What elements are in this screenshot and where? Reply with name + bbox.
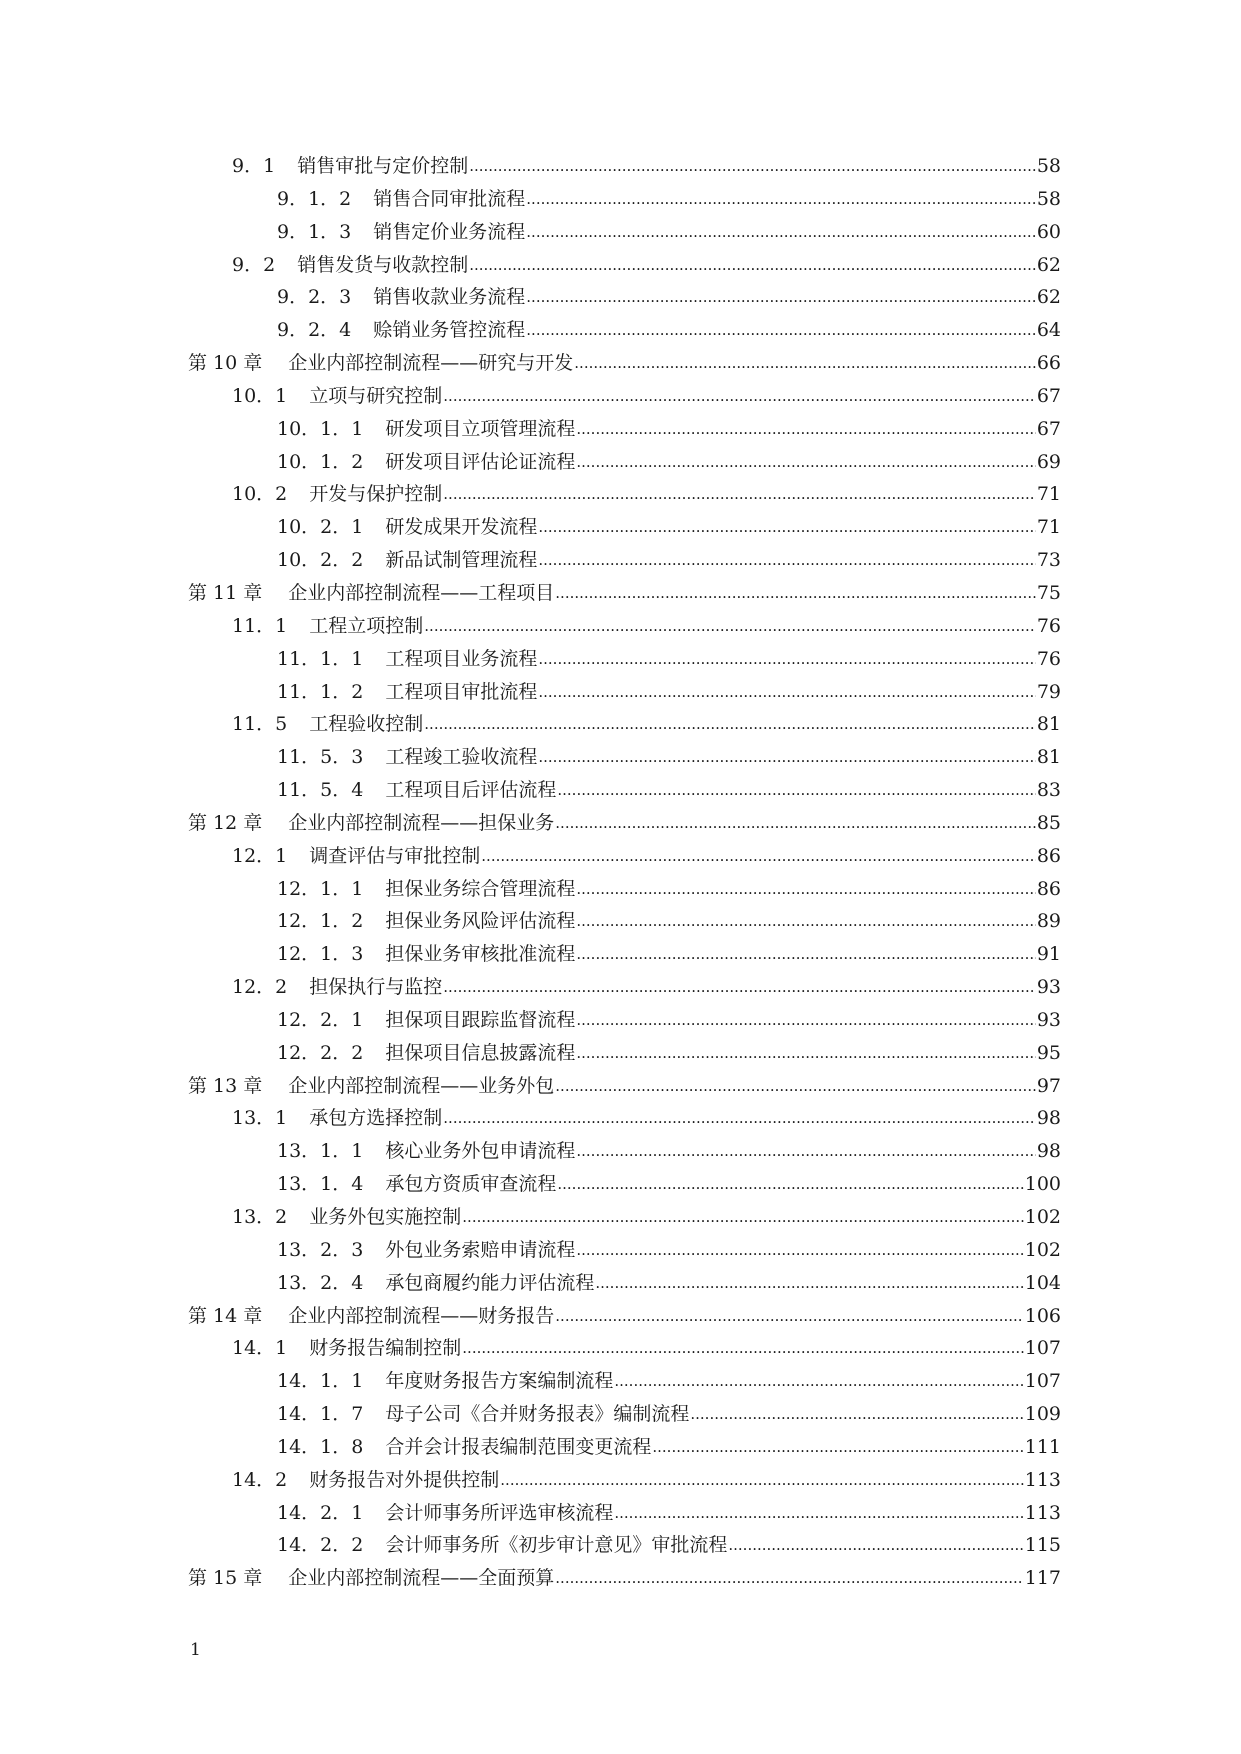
toc-dot-leader (443, 379, 1036, 413)
toc-entry-title: 企业内部控制流程——全面预算 (288, 1567, 555, 1590)
toc-entry-page: 102 (1024, 1238, 1061, 1261)
toc-entry[interactable] (0, 905, 1241, 938)
toc-dot-leader (555, 576, 1036, 610)
toc-entry[interactable] (0, 610, 1241, 643)
toc-entry-page: 73 (1036, 549, 1061, 572)
toc-entry-number: 12．1．3 (277, 943, 364, 966)
toc-entry-title: 担保项目跟踪监督流程 (385, 1008, 576, 1031)
toc-entry-page: 97 (1036, 1074, 1061, 1097)
toc-entry-number: 14．1．8 (277, 1435, 364, 1458)
toc-entry[interactable] (0, 1529, 1241, 1562)
toc-entry-number: 13．1．1 (277, 1140, 364, 1163)
toc-dot-leader (555, 806, 1036, 840)
toc-entry-number: 13．1 (232, 1107, 288, 1130)
toc-entry-title: 承包方选择控制 (309, 1107, 443, 1130)
toc-entry-number: 第 14 章 (188, 1304, 263, 1327)
toc-dot-leader (469, 149, 1036, 183)
toc-dot-leader (526, 313, 1036, 347)
toc-entry-number: 12．1．1 (277, 877, 364, 900)
toc-entry-number: 10．2．1 (277, 516, 364, 539)
toc-entry-page: 102 (1024, 1206, 1061, 1228)
toc-entry-number: 13．1．4 (277, 1173, 364, 1196)
toc-entry[interactable] (0, 873, 1241, 906)
toc-entry-number: 9．1．3 (277, 220, 352, 243)
table-of-contents (0, 150, 1241, 1595)
toc-dot-leader (614, 1496, 1023, 1530)
toc-entry-title: 担保业务审核批准流程 (385, 943, 576, 966)
toc-dot-leader (576, 445, 1035, 479)
toc-entry[interactable] (0, 840, 1241, 873)
toc-dot-leader (576, 1233, 1023, 1267)
toc-entry-title: 工程项目后评估流程 (385, 779, 557, 802)
toc-entry-number: 14．1．7 (277, 1403, 364, 1426)
toc-entry-number: 第 11 章 (188, 581, 263, 604)
toc-chapter-entry[interactable] (0, 1562, 1241, 1595)
toc-entry[interactable] (0, 1398, 1241, 1431)
toc-dot-leader (555, 1299, 1023, 1333)
toc-entry-number: 13．2 (232, 1206, 288, 1228)
toc-entry-number: 12．2．1 (277, 1008, 364, 1031)
toc-entry-title: 开发与保护控制 (309, 483, 443, 506)
toc-entry[interactable] (0, 774, 1241, 807)
toc-entry-title: 合并会计报表编制范围变更流程 (385, 1435, 652, 1458)
toc-entry[interactable] (0, 1464, 1241, 1497)
toc-entry-title: 工程竣工验收流程 (385, 746, 538, 769)
toc-entry[interactable] (0, 1102, 1241, 1135)
toc-entry[interactable] (0, 1365, 1241, 1398)
toc-dot-leader (443, 970, 1036, 1004)
toc-dot-leader (555, 1069, 1036, 1103)
toc-entry-number: 12．1．2 (277, 910, 364, 933)
toc-entry-page: 71 (1036, 516, 1061, 539)
toc-entry-title: 财务报告编制控制 (309, 1337, 462, 1360)
toc-entry[interactable] (0, 1201, 1241, 1234)
toc-entry[interactable] (0, 1234, 1241, 1267)
toc-entry-title: 工程项目业务流程 (385, 647, 538, 670)
toc-dot-leader (595, 1266, 1023, 1300)
toc-entry[interactable] (0, 281, 1241, 314)
toc-entry[interactable] (0, 741, 1241, 774)
toc-entry-page: 67 (1036, 384, 1061, 407)
toc-entry-page: 76 (1036, 647, 1061, 670)
toc-entry-page: 117 (1024, 1567, 1061, 1590)
toc-dot-leader (526, 280, 1036, 314)
toc-entry[interactable] (0, 676, 1241, 709)
toc-entry-page: 98 (1036, 1140, 1061, 1163)
toc-entry-title: 企业内部控制流程——业务外包 (288, 1074, 555, 1097)
toc-entry-page: 89 (1036, 910, 1061, 933)
toc-entry-page: 81 (1036, 746, 1061, 769)
toc-dot-leader (538, 675, 1035, 709)
toc-entry[interactable] (0, 413, 1241, 446)
toc-entry-page: 109 (1024, 1403, 1061, 1426)
toc-dot-leader (557, 1167, 1023, 1201)
toc-entry-number: 14．1 (232, 1337, 288, 1360)
toc-dot-leader (728, 1528, 1023, 1562)
toc-entry[interactable] (0, 150, 1241, 183)
toc-dot-leader (538, 510, 1035, 544)
toc-entry-number: 14．2．2 (277, 1534, 364, 1557)
toc-entry-page: 71 (1036, 483, 1061, 506)
toc-entry[interactable] (0, 1267, 1241, 1300)
toc-dot-leader (538, 642, 1035, 676)
toc-entry-title: 担保业务综合管理流程 (385, 877, 576, 900)
toc-entry-page: 86 (1036, 877, 1061, 900)
toc-entry-page: 104 (1024, 1271, 1061, 1294)
toc-entry-number: 11．5 (232, 713, 288, 736)
toc-entry-title: 年度财务报告方案编制流程 (385, 1370, 614, 1393)
toc-dot-leader (652, 1430, 1023, 1464)
toc-dot-leader (538, 543, 1035, 577)
toc-entry-title: 会计师事务所《初步审计意见》审批流程 (385, 1534, 728, 1557)
toc-entry-title: 工程立项控制 (309, 614, 424, 637)
toc-entry-number: 9．1 (232, 155, 276, 177)
toc-entry-number: 11．5．3 (277, 746, 364, 769)
toc-entry[interactable] (0, 249, 1241, 282)
toc-chapter-entry[interactable] (0, 807, 1241, 840)
toc-entry[interactable] (0, 643, 1241, 676)
toc-dot-leader (443, 1101, 1036, 1135)
toc-entry[interactable] (0, 511, 1241, 544)
toc-entry-title: 企业内部控制流程——研究与开发 (288, 352, 574, 375)
toc-entry-page: 98 (1036, 1107, 1061, 1130)
toc-entry[interactable] (0, 446, 1241, 479)
toc-entry-page: 95 (1036, 1041, 1061, 1064)
toc-dot-leader (690, 1397, 1023, 1431)
toc-entry-title: 新品试制管理流程 (385, 549, 538, 572)
toc-entry[interactable] (0, 216, 1241, 249)
toc-dot-leader (443, 477, 1036, 511)
toc-chapter-entry[interactable] (0, 347, 1241, 380)
toc-entry-page: 62 (1036, 253, 1061, 276)
toc-entry-title: 担保业务风险评估流程 (385, 910, 576, 933)
toc-chapter-entry[interactable] (0, 1300, 1241, 1333)
toc-dot-leader (555, 1561, 1023, 1595)
toc-entry-page: 107 (1024, 1370, 1061, 1393)
toc-entry-number: 14．1．1 (277, 1370, 364, 1393)
toc-entry[interactable] (0, 544, 1241, 577)
toc-entry-page: 106 (1024, 1304, 1061, 1327)
toc-dot-leader (424, 707, 1036, 741)
toc-entry-page: 91 (1036, 943, 1061, 966)
toc-entry-number: 第 15 章 (188, 1567, 263, 1590)
toc-entry-number: 11．1 (232, 614, 288, 637)
toc-entry-page: 93 (1036, 976, 1061, 999)
toc-entry-page: 113 (1024, 1501, 1061, 1524)
toc-entry-number: 第 13 章 (188, 1074, 263, 1097)
toc-entry-number: 9．2 (232, 253, 276, 276)
toc-entry-title: 担保执行与监控 (309, 976, 443, 999)
toc-dot-leader (576, 904, 1035, 938)
toc-entry-number: 11．1．1 (277, 647, 364, 670)
toc-entry-page: 115 (1024, 1534, 1061, 1557)
toc-entry-number: 11．5．4 (277, 779, 364, 802)
toc-entry-page: 75 (1036, 581, 1061, 604)
toc-entry-number: 14．2 (232, 1468, 288, 1491)
page-number: 1 (190, 1640, 201, 1660)
toc-entry[interactable] (0, 708, 1241, 741)
toc-dot-leader (576, 872, 1035, 906)
toc-entry-page: 93 (1036, 1008, 1061, 1031)
toc-entry[interactable] (0, 314, 1241, 347)
toc-entry[interactable] (0, 1004, 1241, 1037)
toc-entry-title: 销售收款业务流程 (373, 286, 526, 309)
toc-entry-title: 销售审批与定价控制 (297, 155, 469, 177)
toc-entry-title: 担保项目信息披露流程 (385, 1041, 576, 1064)
toc-entry-title: 承包商履约能力评估流程 (385, 1271, 595, 1294)
toc-entry-title: 企业内部控制流程——工程项目 (288, 581, 555, 604)
toc-entry-number: 10．1 (232, 384, 288, 407)
toc-entry-page: 60 (1036, 220, 1061, 243)
toc-dot-leader (614, 1364, 1023, 1398)
toc-dot-leader (469, 248, 1036, 282)
toc-chapter-entry[interactable] (0, 1070, 1241, 1103)
toc-dot-leader (576, 412, 1035, 446)
toc-entry[interactable] (0, 1497, 1241, 1530)
toc-dot-leader (576, 1003, 1035, 1037)
toc-entry-title: 业务外包实施控制 (309, 1206, 462, 1228)
toc-dot-leader (424, 609, 1036, 643)
toc-entry-number: 第 12 章 (188, 811, 263, 834)
toc-entry-page: 81 (1036, 713, 1061, 736)
toc-entry-page: 67 (1036, 417, 1061, 440)
toc-entry-page: 113 (1024, 1468, 1061, 1491)
toc-entry-title: 工程验收控制 (309, 713, 424, 736)
toc-dot-leader (538, 740, 1035, 774)
toc-entry-number: 14．2．1 (277, 1501, 364, 1524)
toc-entry[interactable] (0, 1431, 1241, 1464)
toc-entry[interactable] (0, 1037, 1241, 1070)
toc-entry-page: 76 (1036, 614, 1061, 637)
toc-entry-number: 11．1．2 (277, 680, 364, 703)
toc-entry-title: 调查评估与审批控制 (309, 844, 481, 867)
toc-entry-number: 9．1．2 (277, 187, 352, 210)
toc-entry-title: 承包方资质审查流程 (385, 1173, 557, 1196)
toc-entry-title: 核心业务外包申请流程 (385, 1140, 576, 1163)
toc-entry-page: 66 (1036, 352, 1061, 375)
toc-entry-title: 立项与研究控制 (309, 384, 443, 407)
toc-entry-page: 100 (1024, 1173, 1061, 1196)
toc-entry-page: 111 (1024, 1435, 1061, 1458)
toc-entry-title: 企业内部控制流程——财务报告 (288, 1304, 555, 1327)
toc-entry-page: 58 (1036, 155, 1061, 177)
toc-entry-page: 62 (1036, 286, 1061, 309)
toc-entry-page: 85 (1036, 811, 1061, 834)
toc-entry-title: 研发项目评估论证流程 (385, 450, 576, 473)
toc-entry[interactable] (0, 938, 1241, 971)
toc-entry-number: 10．1．2 (277, 450, 364, 473)
toc-entry-number: 10．1．1 (277, 417, 364, 440)
toc-dot-leader (557, 773, 1035, 807)
toc-entry-page: 69 (1036, 450, 1061, 473)
toc-dot-leader (526, 182, 1036, 216)
toc-entry-title: 外包业务索赔申请流程 (385, 1238, 576, 1261)
toc-entry-number: 13．2．4 (277, 1271, 364, 1294)
toc-entry[interactable] (0, 1168, 1241, 1201)
toc-entry-title: 研发成果开发流程 (385, 516, 538, 539)
toc-entry[interactable] (0, 478, 1241, 511)
toc-entry-number: 9．2．3 (277, 286, 352, 309)
toc-entry-page: 79 (1036, 680, 1061, 703)
toc-dot-leader (576, 937, 1035, 971)
toc-entry-title: 工程项目审批流程 (385, 680, 538, 703)
toc-entry-title: 母子公司《合并财务报表》编制流程 (385, 1403, 690, 1426)
toc-entry-page: 58 (1036, 187, 1061, 210)
toc-entry-number: 10．2．2 (277, 549, 364, 572)
toc-entry-number: 13．2．3 (277, 1238, 364, 1261)
toc-entry-title: 企业内部控制流程——担保业务 (288, 811, 555, 834)
toc-dot-leader (576, 1036, 1035, 1070)
toc-entry-page: 107 (1024, 1337, 1061, 1360)
toc-dot-leader (574, 346, 1036, 380)
toc-entry-title: 赊销业务管控流程 (373, 319, 526, 342)
toc-dot-leader (462, 1200, 1023, 1234)
toc-dot-leader (500, 1463, 1023, 1497)
toc-entry-number: 9．2．4 (277, 319, 352, 342)
toc-entry[interactable] (0, 971, 1241, 1004)
toc-entry-page: 86 (1036, 844, 1061, 867)
toc-entry-number: 第 10 章 (188, 352, 263, 375)
toc-entry-title: 会计师事务所评选审核流程 (385, 1501, 614, 1524)
toc-dot-leader (526, 215, 1036, 249)
toc-entry[interactable] (0, 380, 1241, 413)
toc-dot-leader (576, 1134, 1035, 1168)
toc-entry-page: 64 (1036, 319, 1061, 342)
toc-dot-leader (462, 1331, 1023, 1365)
toc-chapter-entry[interactable] (0, 577, 1241, 610)
toc-entry-number: 12．2．2 (277, 1041, 364, 1064)
toc-entry-number: 12．2 (232, 976, 288, 999)
toc-entry-title: 销售发货与收款控制 (297, 253, 469, 276)
toc-dot-leader (481, 839, 1036, 873)
toc-entry-page: 83 (1036, 779, 1061, 802)
toc-entry-title: 销售定价业务流程 (373, 220, 526, 243)
toc-entry[interactable] (0, 1135, 1241, 1168)
toc-entry-number: 10．2 (232, 483, 288, 506)
toc-entry[interactable] (0, 1332, 1241, 1365)
toc-entry-title: 销售合同审批流程 (373, 187, 526, 210)
toc-entry[interactable] (0, 183, 1241, 216)
toc-entry-number: 12．1 (232, 844, 288, 867)
toc-entry-title: 研发项目立项管理流程 (385, 417, 576, 440)
toc-entry-title: 财务报告对外提供控制 (309, 1468, 500, 1491)
